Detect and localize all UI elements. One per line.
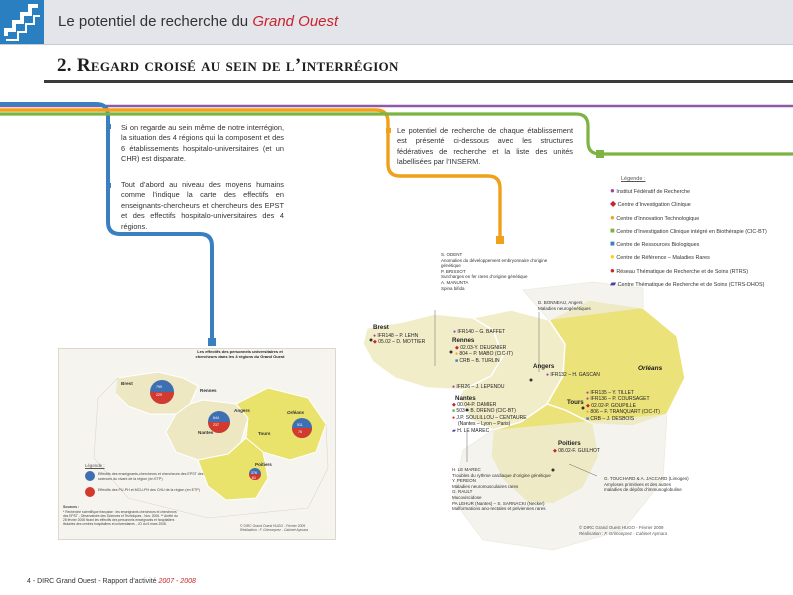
purple-flag-icon: ▰	[610, 279, 617, 289]
rennes-unit-2: ◆ 02.03-Y. DEUGNIER	[455, 345, 507, 351]
brest-units	[373, 333, 425, 346]
legend-item-cr	[610, 252, 767, 265]
small-city-poitiers: Poitiers	[255, 462, 272, 467]
city-dot-tours	[582, 407, 585, 410]
small-city-brest: Brest	[121, 381, 133, 386]
big-city-tours: Tours	[567, 399, 584, 406]
tours-unit-1: ● IFR135 – Y. TILLET	[586, 390, 635, 396]
big-city-orleans: Orléans	[638, 365, 663, 372]
ann-lemarec-2: Troubles du rythme cardiaque d’origine génétique	[452, 472, 551, 478]
brest-unit-1: ● IFR148 – P. LEHN	[373, 333, 419, 339]
intro-paragraph-2: Tout d’abord au niveau des moyens humains comme l’indique la carte des effectifs en enseignants-chercheurs et chercheurs des EPST et des effectifs hospitalo-universitaires des 4 régions.	[121, 180, 284, 231]
brest-unit-2: ◆ 05.02 – D. MOTTIER	[373, 339, 426, 346]
legend-item-cr-text: Centre de Référence – Maladies Rares	[616, 255, 710, 262]
intro-paragraph-1: Si on regarde au sein même de notre interrégion, la situation des 4 régions qui la composent et des 6 établissements hospitalo-universitaires (et un CHR) est disparate.	[121, 123, 284, 164]
red-diamond-icon: ◆	[610, 199, 617, 209]
small-city-nantes: Nantes	[198, 430, 214, 435]
ann-bonneau-1: D. BONNEAU, Angers	[538, 300, 583, 305]
blue-bullet-2	[106, 183, 111, 188]
red-dot-icon: ●	[610, 265, 615, 275]
small-map-title: Les effectifs des personnels universitaires et chercheurs dans les 4 régions du Grand Ouest	[195, 349, 285, 359]
nantes-unit-6-text: H. LE MAREC	[457, 427, 490, 434]
ann-odent-2: Anomalies du développement embryonnaire d’origine génétique	[441, 257, 548, 269]
orange-dot-icon: ●	[610, 212, 615, 222]
purple-dot-icon: ●	[610, 186, 615, 195]
legend-item-cicbt-text: Centre d’Investigation Clinique intégré en Biothérapie (CIC-BT)	[616, 228, 767, 235]
rennes-units	[455, 345, 513, 364]
city-dot-angers	[530, 379, 533, 382]
ann-bonneau-2: Maladies neurogénétiques	[538, 305, 591, 311]
small-legend-title: Légende :	[85, 463, 105, 468]
small-map-credit-line2: Réalisation : F. Grimonprez - Cabinet Aymara	[240, 528, 308, 533]
rennes-unit-1-text: IFR140 – G. BAFFET	[457, 329, 506, 335]
yellow-dot-icon: ●	[610, 252, 615, 262]
ann-lemarec-1: H. LE MAREC	[452, 467, 481, 472]
legend-item-cit	[610, 213, 767, 226]
rennes-unit-3: ● 804 – P. MABO (CIC-IT)	[455, 351, 513, 358]
legend-item-rtrs-text: Réseau Thématique de Recherche et de Soins (RTRS)	[616, 268, 748, 275]
rennes-unit-1: ● IFR140 – G. BAFFET	[453, 329, 506, 335]
tours-unit-3-text: 02.02-P. GOUPILLE	[591, 402, 636, 409]
header-title-accent: Grand Ouest	[252, 13, 339, 30]
blue-square-icon: ■	[610, 239, 615, 249]
nantes-units	[452, 402, 527, 434]
ann-odent-6: Spina bifida	[441, 285, 465, 291]
rennes-unit-4: ■ CRB – B. TURLIN	[455, 357, 500, 364]
bubble-centre-top-value: 511	[297, 423, 303, 427]
blue-end-square	[208, 338, 216, 346]
tours-unit-3: ◆ 02.02-P. GOUPILLE	[586, 402, 636, 409]
small-sources-title: Sources :	[63, 505, 80, 509]
angers-unit-1-text: IFR132 – H. GASCAN	[550, 372, 600, 378]
legend-item-ifr	[610, 186, 767, 199]
brest-unit-2-text: 05.02 – D. MOTTIER	[378, 339, 426, 346]
footer-years: 2007 - 2008	[158, 578, 196, 585]
angers-unit-1: ● IFR132 – H. GASCAN	[546, 372, 600, 378]
tours-unit-1-text: IFR135 – Y. TILLET	[590, 390, 635, 396]
nantes-unit-6: ▰ H. LE MAREC	[452, 427, 490, 434]
bubble-poitou-bottom-value: 61	[252, 476, 256, 480]
bubble-bretagne-bottom-value: 229	[156, 393, 162, 397]
nantes-unit-1-text: IFR26 – J. LEPENDU	[456, 384, 505, 390]
nantes-unit-top	[452, 384, 505, 390]
nantes-unit-2-text: 00.04-P. DAMIER	[457, 402, 497, 408]
green-square-icon: ■	[610, 225, 615, 235]
ann-odent-4: Surcharges en fer rares d’origine génétique	[441, 274, 528, 280]
bubble-bretagne-top-value: 799	[156, 385, 162, 389]
bubble-poitou-top-value: 376	[251, 471, 257, 475]
nantes-unit-4: ● J.P. SOULILLOU – CENTAURE	[452, 414, 527, 421]
small-legend-blue-swatch	[85, 471, 95, 481]
legend-item-ctrs	[610, 279, 767, 292]
tours-unit-2: ● IFR136 – P. COURSAGET	[586, 396, 650, 403]
ann-odent-1: S. ODENT	[441, 252, 463, 257]
ann-lemarec-4: Maladies neuromusculaires rares	[452, 483, 519, 489]
tours-units	[586, 390, 660, 422]
legend-list	[610, 186, 767, 292]
nantes-unit-5-text: (Nantes – Lyon – Paris)	[458, 421, 511, 428]
bubble-centre-bottom-value: 76	[298, 430, 302, 434]
nantes-unit-3: ■ 503 – B. DRENO (CIC-BT)	[452, 408, 516, 415]
small-legend-blue-text: Effectifs des enseignants-chercheurs et chercheurs des EPST des sciences du vivant de la région (en ETP)	[98, 472, 204, 481]
legend-item-crb	[610, 239, 767, 252]
city-dot-rennes	[450, 351, 453, 354]
orange-bullet	[386, 128, 391, 133]
annotation-lemarec	[452, 467, 551, 512]
legend-item-cic	[610, 199, 767, 212]
annotation-bonneau	[538, 300, 591, 311]
small-city-orleans: Orléans	[287, 410, 305, 415]
big-map-credit-line2: Réalisation : F. Grimonprez - Cabinet Aymara	[579, 530, 668, 536]
big-city-brest: Brest	[373, 324, 389, 331]
legend-item-cit-text: Centre d’Innovation Technologique	[616, 215, 700, 222]
small-sources-text: * Recherche scientifique française : les enseignants chercheurs et chercheurs des EPST - Observatoire des Sciences et Techniques - Nov. 2006. ** Arrêté du 28 février 2008 fixant les effectifs des personnels enseignants et hospitaliers titulaires des centres hospitaliers et universitaires - JO du 6 mars 2008.	[63, 510, 178, 527]
nantes-unit-1: ● IFR26 – J. LEPENDU	[452, 384, 505, 390]
ann-touchard-1: G. TOUCHARD & A. JACCARD (Limoges)	[604, 476, 689, 481]
ann-lemarec-6: Mucoviscidose	[452, 494, 482, 500]
small-city-rennes: Rennes	[200, 388, 217, 393]
intro-paragraph-3: Le potentiel de recherche de chaque établissement est présenté ci-dessous avec les structures fédératives de recherche et la liste des unités labellisées par l’INSERM.	[397, 126, 573, 167]
big-city-nantes: Nantes	[455, 395, 476, 402]
small-legend-red-text: Effectifs des PU-PH et MCU-PH des CHU de la région (en ETP)	[98, 488, 200, 492]
legend-item-crb-text: Centre de Ressources Biologiques	[616, 242, 700, 249]
bubble-pdl-top-value: 644	[213, 416, 219, 420]
legend-item-rtrs	[610, 266, 767, 279]
small-city-angers: Angers	[234, 408, 250, 413]
small-legend-red-swatch	[85, 487, 95, 497]
city-dot-poitiers	[552, 469, 555, 472]
legend-item-cicbt	[610, 226, 767, 239]
ann-touchard-3: maladies de dépôts d’immunoglobuline	[604, 487, 682, 493]
ann-lemarec-3: Y. PEREON	[452, 478, 476, 484]
tours-unit-4-text: 806 – F. TRANQUART (CIC-IT)	[590, 409, 660, 416]
section-title: 2. Regard croisé au sein de l’interrégion	[57, 55, 399, 76]
small-map-credit-line1: © DIRC Grand Ouest HUGO - Février 2009	[240, 524, 306, 528]
ann-touchard-2: Amyloses primitives et des autres	[604, 481, 672, 487]
annotation-odent	[441, 252, 566, 291]
blue-bullet-1	[106, 124, 111, 129]
brest-unit-1-text: IFR148 – P. LEHN	[377, 333, 419, 339]
legend-item-cic-text: Centre d’Investigation Clinique	[617, 202, 691, 209]
tours-unit-5-text: CRB – J. DESBOIS	[590, 415, 635, 422]
small-map-credit	[240, 524, 308, 532]
ann-lemarec-5: G. RAULT	[452, 489, 473, 495]
poitiers-unit-1-text: 08.02-F. GUILHOT	[558, 448, 600, 454]
orange-end-square	[496, 236, 504, 244]
legend-item-ctrs-text: Centre Thématique de Recherche et de Soins (CTRS-DHOS)	[617, 282, 765, 289]
footer-text: 4 - DIRC Grand Ouest - Rapport d’activité	[27, 578, 157, 585]
rennes-unit-4-text: CRB – B. TURLIN	[459, 357, 500, 364]
nantes-unit-3-text: 503 – B. DRENO (CIC-BT)	[456, 408, 516, 415]
tours-unit-5: ■ CRB – J. DESBOIS	[586, 415, 635, 422]
legend-item-ifr-text: Institut Fédératif de Recherche	[616, 189, 691, 195]
green-end-square	[596, 150, 604, 158]
tours-unit-4: ● 806 – F. TRANQUART (CIC-IT)	[586, 409, 660, 416]
small-city-tours: Tours	[258, 431, 271, 436]
poitiers-units	[553, 448, 600, 454]
big-map-credit-line1: © DIRC Grand Ouest HUGO - Février 2009	[579, 525, 664, 530]
poitiers-unit-1: ◆ 08.02-F. GUILHOT	[553, 448, 600, 454]
big-city-angers: Angers	[533, 363, 555, 370]
rennes-unit-top	[453, 329, 505, 335]
nantes-unit-4-text: J.P. SOULILLOU – CENTAURE	[456, 414, 527, 421]
angers-units	[546, 372, 600, 378]
rennes-unit-2-text: 02.03-Y. DEUGNIER	[460, 345, 507, 351]
big-city-poitiers: Poitiers	[558, 440, 581, 447]
legend-title: Légende :	[621, 176, 646, 182]
annotation-touchard	[604, 476, 689, 493]
ann-lemarec-7: PA LEHUR (Nantes) – S. SARNACKI (Necker)	[452, 500, 545, 506]
header-title-plain: Le potentiel de recherche du	[58, 13, 249, 30]
bubble-pdl-bottom-value: 237	[213, 423, 219, 427]
big-city-rennes: Rennes	[452, 337, 475, 344]
ann-lemarec-8: Malformations ano-rectales et pelviennes rares	[452, 506, 546, 512]
page-footer	[27, 578, 196, 585]
big-map-credit	[579, 525, 667, 536]
nantes-unit-2: ◆ 00.04-P. DAMIER	[452, 402, 497, 408]
rennes-unit-3-text: 804 – P. MABO (CIC-IT)	[459, 351, 513, 358]
ann-odent-5: A. MANUNTA	[441, 279, 469, 285]
tours-unit-2-text: IFR136 – P. COURSAGET	[590, 396, 650, 403]
ann-odent-3: P. BRISSOT	[441, 268, 466, 274]
